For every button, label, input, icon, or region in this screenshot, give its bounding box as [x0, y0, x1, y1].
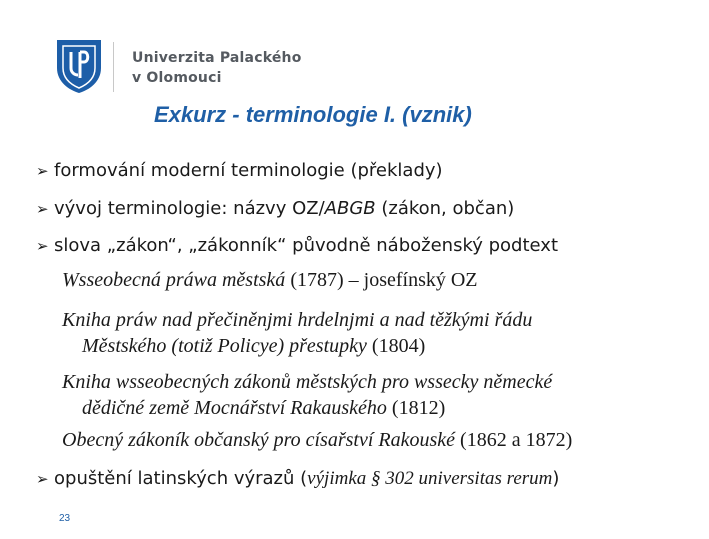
source-line: [82, 334, 425, 358]
bullet-text: slova „zákon“, „zákonník“ původně náboženský podtext: [54, 235, 559, 256]
source-detail: (1804): [366, 335, 426, 357]
bullet-item: [36, 198, 514, 220]
university-name-line2: v Olomouci: [132, 70, 222, 86]
slide-title: Exkurz - terminologie I. (vznik): [154, 102, 472, 127]
source-title: Wsseobecná práwa městská: [62, 269, 286, 291]
arrow-bullet-icon: ➢: [36, 237, 49, 255]
source-detail: (1787) – josefínský OZ: [285, 269, 478, 291]
university-name: [132, 48, 302, 88]
bullet-item: [36, 235, 558, 257]
bullet-text-prefix: opuštění latinských výrazů (: [54, 468, 308, 489]
source-title-part1: Kniha wsseobecných zákonů městských pro wssecky německé: [62, 371, 553, 393]
bullet-text-italic: výjimka § 302 universitas rerum: [307, 468, 553, 489]
bullet-text-suffix: (zákon, občan): [375, 198, 515, 219]
source-title-part2: Městského (totiž Policye) přestupky: [82, 335, 367, 357]
bullet-text-italic: ABGB: [324, 198, 376, 219]
source-title: Obecný zákoník občanský pro císařství Rakouské: [62, 429, 456, 451]
bullet-text: formování moderní terminologie (překlady): [54, 160, 443, 181]
logo-divider: [113, 42, 114, 92]
bullet-item: [36, 468, 559, 490]
page-number: 23: [59, 513, 71, 524]
source-line: [62, 370, 552, 394]
source-line: [82, 396, 445, 420]
source-title-part2: dědičné země Mocnářství Rakauského: [82, 397, 387, 419]
source-title-part1: Kniha práw nad přečiněnjmi hrdelnjmi a nad těžkými řádu: [62, 309, 533, 331]
bullet-item: [36, 160, 443, 182]
source-line: [62, 308, 532, 332]
university-logo-icon: [55, 38, 103, 94]
source-detail: (1862 a 1872): [455, 429, 573, 451]
university-name-line1: Univerzita Palackého: [132, 50, 302, 66]
bullet-text-prefix: vývoj terminologie: názvy OZ/: [54, 198, 325, 219]
bullet-text-suffix: ): [552, 468, 560, 489]
source-line: [62, 428, 572, 452]
source-detail: (1812): [386, 397, 446, 419]
arrow-bullet-icon: ➢: [36, 200, 49, 218]
arrow-bullet-icon: ➢: [36, 162, 49, 180]
source-line: [62, 268, 478, 292]
arrow-bullet-icon: ➢: [36, 470, 49, 488]
